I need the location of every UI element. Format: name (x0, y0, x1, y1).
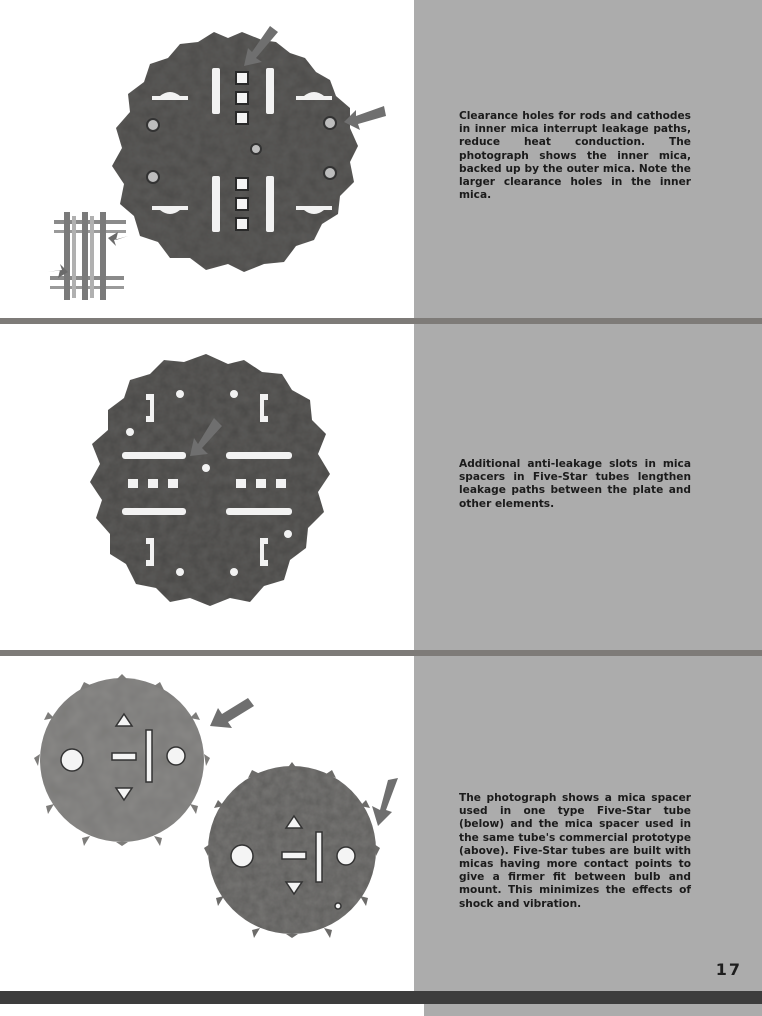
inner-mica-photo (0, 0, 414, 318)
footer-strip-gray (424, 1004, 762, 1016)
page-number: 17 (715, 960, 742, 979)
mica-spacers-comparison-photo (0, 656, 414, 991)
caption-mica-spacer-comparison: The photograph shows a mica spacer used in one type Five-Star tube (below) and the mica spacer used in the same tube's commercial prototype (above). Five-Star tubes are built with micas having more contact points to give a firmer fit between bulb and mount. This minimizes the effects of shock and vibration. (459, 792, 691, 910)
footer-bar (0, 991, 762, 1004)
mount-inset (48, 212, 128, 300)
anti-leakage-mica-photo (0, 324, 414, 650)
caption-clearance-holes: Clearance holes for rods and cathodes in inner mica interrupt leakage paths, reduce heat conduction. The photograph shows the inner mica, backed up by the outer mica. Note the larger clearance holes in the inner mica. (459, 110, 691, 202)
caption-anti-leakage-slots: Additional anti-leakage slots in mica spacers in Five-Star tubes lengthen leakage paths between the plate and other elements. (459, 458, 691, 510)
